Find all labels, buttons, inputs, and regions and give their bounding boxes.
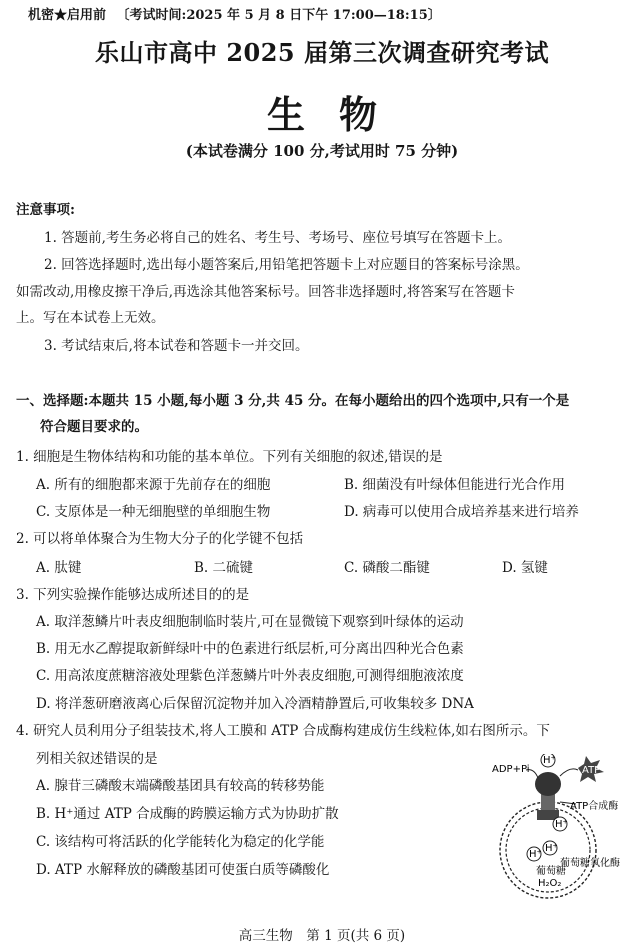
exam-time: 〔考试时间:2025 年 5 月 8 日下午 17:00—18:15〕 [116, 8, 441, 23]
notice-heading: 注意事项: [16, 202, 75, 218]
confidential-label: 机密★启用前 [28, 8, 107, 23]
question-2-option-a: A. 肽键 [36, 560, 82, 576]
notice-line-2: 2. 回答选择题时,选出每小题答案后,用铅笔把答题卡上对应题目的答案标号涂黑。 [44, 257, 529, 273]
label-atp: ATP [582, 765, 601, 776]
question-4-option-b: B. H⁺通过 ATP 合成酶的跨膜运输方式为协助扩散 [36, 806, 339, 822]
label-enzyme: ATP合成酶 [570, 801, 619, 812]
section-heading: 一、选择题:本题共 15 小题,每小题 3 分,共 45 分。在每小题给出的四个选项中,只有一个是 [16, 393, 570, 409]
label-h-3: H⁺ [555, 819, 568, 830]
question-4-stem-cont: 列相关叙述错误的是 [36, 751, 158, 767]
notice-line-5: 3. 考试结束后,将本试卷和答题卡一并交回。 [44, 338, 309, 354]
question-3-option-a: A. 取洋葱鳞片叶表皮细胞制临时装片,可在显微镜下观察到叶绿体的运动 [36, 614, 464, 630]
label-water: H₂O₂ [538, 878, 562, 889]
question-3-stem: 3. 下列实验操作能够达成所述目的的是 [16, 587, 250, 603]
question-1-option-b: B. 细菌没有叶绿体但能进行光合作用 [344, 477, 566, 493]
question-2-option-d: D. 氢键 [502, 560, 548, 576]
question-1-option-a: A. 所有的细胞都来源于先前存在的细胞 [36, 477, 271, 493]
label-h-1: H⁺ [529, 849, 542, 860]
question-1-option-c: C. 支原体是一种无细胞壁的单细胞生物 [36, 504, 271, 520]
mitochondrion-figure [490, 754, 640, 904]
atp-synthase-head [535, 772, 561, 796]
arrow-atp [560, 769, 578, 776]
exam-title: 乐山市高中 2025 届第三次调查研究考试 [94, 38, 549, 67]
score-info: (本试卷满分 100 分,考试用时 75 分钟) [185, 142, 459, 160]
notice-line-3: 如需改动,用橡皮擦干净后,再选涂其他答案标号。回答非选择题时,将答案写在答题卡 [16, 284, 515, 300]
exam-header-line [28, 4, 441, 23]
page-footer: 高三生物 第 1 页(共 6 页) [238, 928, 406, 944]
question-4-option-d: D. ATP 水解释放的磷酸基团可使蛋白质等磷酸化 [36, 862, 330, 878]
question-1-stem: 1. 细胞是生物体结构和功能的基本单位。下列有关细胞的叙述,错误的是 [16, 449, 443, 465]
label-h-top: H⁺ [543, 755, 556, 766]
question-2-stem: 2. 可以将单体聚合为生物大分子的化学键不包括 [16, 531, 304, 547]
notice-line-4: 上。写在本试卷上无效。 [16, 310, 165, 326]
label-glucose: 葡萄糖 [536, 866, 566, 877]
atp-synthase-stalk [541, 794, 555, 812]
question-2-option-b: B. 二硫键 [194, 560, 254, 576]
question-3-option-b: B. 用无水乙醇提取新鲜绿叶中的色素进行纸层析,可分离出四种光合色素 [36, 641, 464, 657]
question-4-option-a: A. 腺苷三磷酸末端磷酸基团具有较高的转移势能 [36, 778, 325, 794]
question-3-option-c: C. 用高浓度蔗糖溶液处理紫色洋葱鳞片叶外表皮细胞,可测得细胞液浓度 [36, 668, 464, 684]
question-2-option-c: C. 磷酸二酯键 [344, 560, 430, 576]
question-4-stem: 4. 研究人员利用分子组装技术,将人工膜和 ATP 合成酶构建成仿生线粒体,如右图所示。下 [16, 723, 550, 739]
question-4-option-c: C. 该结构可将活跃的化学能转化为稳定的化学能 [36, 834, 325, 850]
label-oxidase: 葡萄糖氧化酶 [560, 858, 620, 869]
question-3-option-d: D. 将洋葱研磨液离心后保留沉淀物并加入冷酒精静置后,可收集较多 DNA [36, 696, 474, 712]
subject-title: 生物 [266, 92, 411, 137]
label-h-2: H⁺ [545, 843, 558, 854]
notice-line-1: 1. 答题前,考生务必将自己的姓名、考生号、考场号、座位号填写在答题卡上。 [44, 230, 511, 246]
section-heading-cont: 符合题目要求的。 [40, 419, 148, 435]
label-adp: ADP+Pi [492, 764, 530, 775]
question-1-option-d: D. 病毒可以使用合成培养基来进行培养 [344, 504, 579, 520]
